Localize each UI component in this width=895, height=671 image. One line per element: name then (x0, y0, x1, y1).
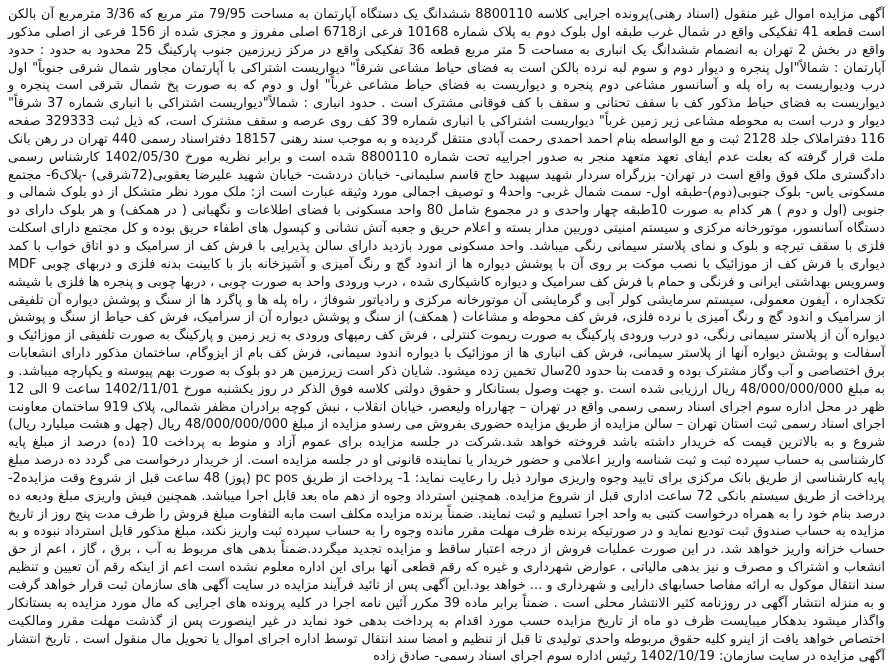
auction-notice-text: آگهی مزایده اموال غیر منقول (اسناد رهنی)پرونده اجرایی کلاسه 8800110 ششدانگ یک دستگاه آپارتمان به مساحت 79/95 متر مربع که 3/36 مترمربع آن بالکن است قطعه 41 تفکیکی واقع در شمال غرب طبقه اول بلوک دوم به پلاک شماره 10168 فرعی از6718 اصلی مفروز و مجزی شده از 156 فرعی از اصلی مذکور واقع در بخش 2 تهران به انضمام ششدانگ یک انباری به مساحت 5 متر مربع قطعه 36 تفکیکی واقع در مرکز زیرزمین جنوب پارکینگ 25 محدود به حدود : حدود آپارتمان : شمالاً"اول پنجره و دیوار دوم و سوم لبه نرده بالکن است به فضای حیاط مشاعی شرقاً" دیواریست اشتراکی با آپارتمان مجاور شمال شرقی جنوباً" اول درب ودیواریست به راه پله و آسانسور مشاعی دوم پنجره و دیواریست به فضای حیاط مشاعی غرباً" اول و دوم که به صورت پخ شمال شرقی است پنجره و دیواریست به فضای حیاط مذکور کف با سقف تحتانی و سقف با کف فوقانی مشترک است . حدود انباری : شمالاً"دیواریست اشتراکی با انباری شماره 37 شرقاً" دیوار و درب است به محوطه مشاعی زیر زمین غرباً" دیواریست اشتراکی با انباری شماره 39 کف روی عرصه و سقف مشترک است، که ذیل ثبت 329333 صفحه 116 دفتراملاک جلد 2128 ثبت و مع الواسطه بنام احمد احمدی رحمت آبادی منتقل گردیده و به موجب سند رهنی 18157 دفتراسناد رسمی 440 تهران در رهن بانک ملت قرار گرفته که بعلت عدم ایفای تعهد متعهد منجر به صدور اجراییه تحت شماره 8800110 شده است و برابر نظریه مورخ 1402/05/30 کارشناس رسمی دادگستری ملک فوق واقع است در تهران- بزرگراه سردار شهید سپهبد حاج قاسم سلیمانی- خیابان دردشت- خیابان شهید علیرضا یعقوبی(72شرقی) -پلاک6- مجتمع مسکونی یاس- بلوک جنوبی(دوم)-طبقه اول- سمت شمال غربی- واحد4 و توصیف اجمالی مورد وثیقه عبارت است از: ملک مورد نظر متشکل از دو بلوک شمالی و جنوبی (اول و دوم ) هر کدام به صورت 10طبقه چهار واحدی و در مجموع شامل 80 واحد مسکونی با فضای اطلاعات و نگهبانی ( در همکف) و هر بلوک دارای دو دستگاه آسانسور، موتورخانه مرکزی و سیستم امنیتی دوربین مدار بسته و اعلام حریق و جعبه آتش نشانی و کپسول های اطفاء حریق بوده و کل مجتمع دارای اسکلت فلزی با سقف تیرچه و بلوک و نمای پلاستر سیمانی رنگی میباشد. واحد مسکونی مورد بازدید دارای سالن پذیرایی با فرش کف از سرامیک و دو اتاق خواب با کمد دیواری با فرش کف از موزائیک با نصب موکت بر روی آن با پوشش دیواره ها از اندود گچ و رنگ آمیزی و آشپزخانه باز با کابینت بدنه فلزی و دربهای چوبی MDF وسرویس بهداشتی ایرانی و فرنگی و حمام با فرش کف سرامیک و دیواره کاشیکاری شده ، درب ورودی واحد به صورت چوبی ، دربها چوبی و پنجره ها فلزی با شیشه تکجداره ، آیفون معمولی، سیستم سرمایشی کولر آبی و گرمایشی آن موتورخانه مرکزی و رادیاتور شوفاژ ، راه پله ها و پاگرد ها از سنگ و پوشش دیواره آن تلفیقی از سرامیک و اندود گچ و رنگ آمیزی با نرده فلزی، فرش کف محوطه و مشاعات ( همکف) از سنگ و پوشش دیواره آن از سرامیک، فرش کف حیاط از سنگ و پوشش دیواره آن از پلاستر سیمانی رنگی، دو درب ورودی پارکینگ به صورت ریموت کنترلی ، فرش کف رمپهای ورودی به زیر زمین و پارکینگ به صورت تلفیقی از موزائیک و آسفالت و پوشش دیواره آنها از پلاستر سیمانی، فرش کف انباری ها از موزائیک با دیواره اندود سیمانی، فرش کف بام از ایزوگام، ساختمان مذکور دارای انشعابات برق اختصاصی و آب وگاز مشترک بوده و قدمت بنا حدود 20سال تخمین زده میشود. شایان ذکر است زیرزمین هر دو بلوک به صورت بهم پیوسته و یکپارچه میباشد. و به مبلغ 48/000/000/000 ریال ارزیابی شده است .و جهت وصول بستانکار و حقوق دولتی کلاسه فوق الذکر در روز یکشنبه مورخ 1402/11/01 ساعت 9 الی 12 ظهر در محل اداره سوم اجرای اسناد رسمی رسمی واقع در تهران – چهارراه ولیعصر، خیابان انقلاب ، نبش کوچه برادران مظفر شمالی، پلاک 919 ساختمان معاونت اجرای اسناد رسمی ثبت استان تهران – سالن مزایده از طریق مزایده حضوری بفروش می رسدو مزایده از مبلغ 48/000/000/000 ریال (چهل و هشت میلیارد ریال) شروع و به بالاترین قیمت که خریدار داشته باشد فروخته خواهد شد.شرکت در جلسه مزایده برای عموم آزاد و منوط به پرداخت 10 (ده) درصد از مبلغ پایه کارشناسی به حساب سپرده ثبت و ثبت شناسه واریز اعلامی و حضور خریدار یا نماینده قانونی او در جلسه مزایده است. از خریدار درخواست می گردد ده درصد مبلغ پایه کارشناسی از طریق بانک مرکزی برای تایید وجوه واریزی موارد ذیل را رعایت نماید: 1- پرداخت از طریق pc pos (پوز) 48 ساعت قبل از شروع وقت مزایده2- پرداخت از طریق سیستم بانکی 72 ساعت اداری قبل از شروع مزایده. همچنین استرداد وجوه از دهم ماه بعد قابل اجرا میباشد. همچنین فیش واریزی مبلغ ودیعه ده درصد بنام خود را به همراه درخواست کتبی به واحد اجرا تسلیم و ثبت نمایند. ضمناً برنده مزایده مکلف است مابه التفاوت مبلغ فروش را ظرف مدت پنج روز از تاریخ مزایده به حساب صندوق ثبت تودیع نماید و در صورتیکه برنده ظرف مهلت مقرر مانده وجوه را به حساب سپرده ثبت واریز نکند، مبلغ مذکور قابل استرداد نبوده و به حساب خزانه واریز خواهد شد. در این صورت عملیات فروش از درجه اعتبار ساقط و مزایده تجدید میگردد.ضمناً بدهی های مربوط به آب ، برق ، گاز ، اعم از حق انشعاب و اشتراک و مصرف و نیز بدهی مالیاتی ، عوارض شهرداری و غیره که رقم قطعی آنها برای این اداره معلوم نشده است اعم از اینکه رقم آن تعیین و تنظیم سند انتقال موکول به ارائه مفاصا حسابهای دارایی و شهرداری و ... خواهد بود.این آگهی پس از تائید فرآیند مزایده در سایت آگهی های سازمان ثبت قرار خواهد گرفت و به منزله انتشار آگهی در روزنامه کثیر الانتشار محلی است . ضمناً برابر ماده 39 مکرر آئین نامه اجرا در کلیه پرونده های اجرایی که مال مورد مزایده به بستانکار واگذار میشود بدهکار میبایست ظرف دو ماه از تاریخ مزایده حسب مورد اقدام به پرداخت بدهی خود نماید در غیر اینصورت پس از گذشت مهلت مقرر ومالکیت اختصاص خواهد یافت از اینرو کلیه حقوق مربوطه واحدی تولیدی تا قبل از تنظیم و امضا سند انتقال توسط اداره اجرای اموال یا تحویل مال منقول است . تاریخ انتشار آگهی مزایده در سایت سازمان: 1402/10/19 رئیس اداره سوم اجرای اسناد رسمی- صادق زاده (8, 7, 886, 665)
